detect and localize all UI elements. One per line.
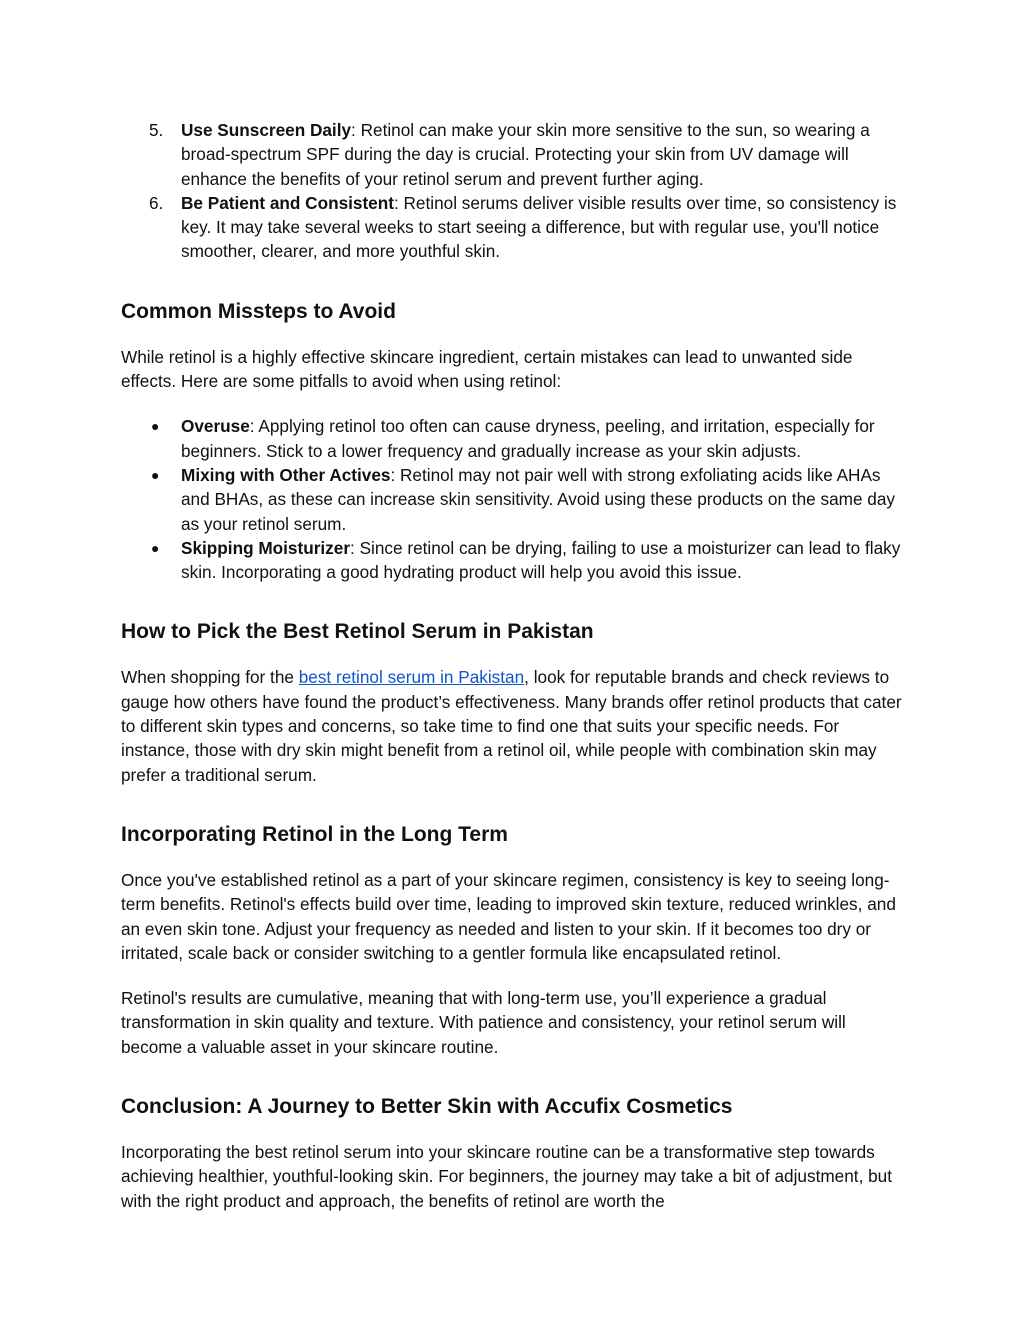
missteps-bullet-list: [121, 414, 911, 584]
longterm-paragraph-2: Retinol's results are cumulative, meaning that with long-term use, you’ll experience a gradual transformation in skin quality and texture. With patience and consistency, your retinol serum will become a valuable asset in your skincare routine.: [121, 988, 846, 1057]
list-item: [121, 536, 911, 585]
item-title: Be Patient and Consistent: [181, 192, 394, 213]
item-text: : Applying retinol too often can cause dryness, peeling, and irritation, especially for beginners. Stick to a lower frequency and gradually increase as your skin adjusts.: [181, 416, 875, 461]
list-item: [121, 463, 911, 536]
conclusion-paragraph: Incorporating the best retinol serum into your skincare routine can be a transformative step towards achieving healthier, youthful-looking skin. For beginners, the journey may take a bit of adjustment, but with the right product and approach, the benefits of retinol are worth the: [121, 1142, 893, 1211]
list-number: 6.: [149, 192, 164, 213]
missteps-intro: While retinol is a highly effective skincare ingredient, certain mistakes can lead to unwanted side effects. Here are some pitfalls to avoid when using retinol:: [121, 346, 853, 392]
item-text: : Since retinol can be drying, failing to use a moisturizer can lead to flaky skin. Incorporating a good hydrating product will help you avoid this issue.: [181, 537, 901, 583]
item-title: Skipping Moisturizer: [181, 537, 351, 558]
item-text: : Retinol serums deliver visible results over time, so consistency is key. It may take several weeks to start seeing a difference, but with regular use, you'll notice smoother, clearer, and more youthful skin.: [181, 192, 897, 262]
section-heading-conclusion: Conclusion: A Journey to Better Skin with Accufix Cosmetics: [121, 1095, 733, 1119]
document-body: [121, 118, 911, 1213]
longterm-paragraph-1: Once you've established retinol as a part of your skincare regimen, consistency is key to seeing long-term benefits. Retinol's effects build over time, leading to improved skin texture, reduced wrinkles, and an even skin tone. Adjust your frequency as needed and listen to your skin. If it becomes too dry or irritated, scale back or consider switching to a gentler formula like encapsulated retinol.: [121, 869, 896, 963]
item-title: Mixing with Other Actives: [181, 464, 391, 485]
bullet-icon: ●: [151, 466, 160, 483]
item-title: Use Sunscreen Daily: [181, 120, 352, 140]
item-text: : Retinol may not pair well with strong exfoliating acids like AHAs and BHAs, as these can increase skin sensitivity. Avoid using these products on the same day as your retinol serum.: [181, 464, 895, 534]
list-item: [121, 414, 911, 463]
bullet-icon: ●: [151, 418, 160, 435]
best-retinol-serum-link[interactable]: best retinol serum in Pakistan: [298, 667, 525, 688]
section-heading-pick: How to Pick the Best Retinol Serum in Pakistan: [121, 620, 594, 644]
pick-paragraph: When shopping for the best retinol serum in Pakistan, look for reputable brands and check reviews to gauge how others have found the product’s effectiveness. Many brands offer retinol products that cater to different skin types and concerns, so take time to find one that suits your specific needs. For instance, those with dry skin might benefit from a retinol oil, while people with combination skin may prefer a traditional serum.: [121, 667, 902, 785]
item-text: : Retinol can make your skin more sensitive to the sun, so wearing a broad-spectrum SPF during the day is crucial. Protecting your skin from UV damage will enhance the benefits of your retinol serum and prevent further aging.: [181, 120, 870, 189]
section-heading-missteps: Common Missteps to Avoid: [121, 299, 396, 323]
tips-numbered-list: [121, 118, 911, 264]
list-item: [121, 118, 911, 191]
item-title: Overuse: [181, 416, 250, 437]
list-item: [121, 191, 911, 264]
section-heading-longterm: Incorporating Retinol in the Long Term: [121, 822, 508, 846]
bullet-icon: ●: [151, 539, 160, 556]
list-number: 5.: [149, 120, 164, 140]
